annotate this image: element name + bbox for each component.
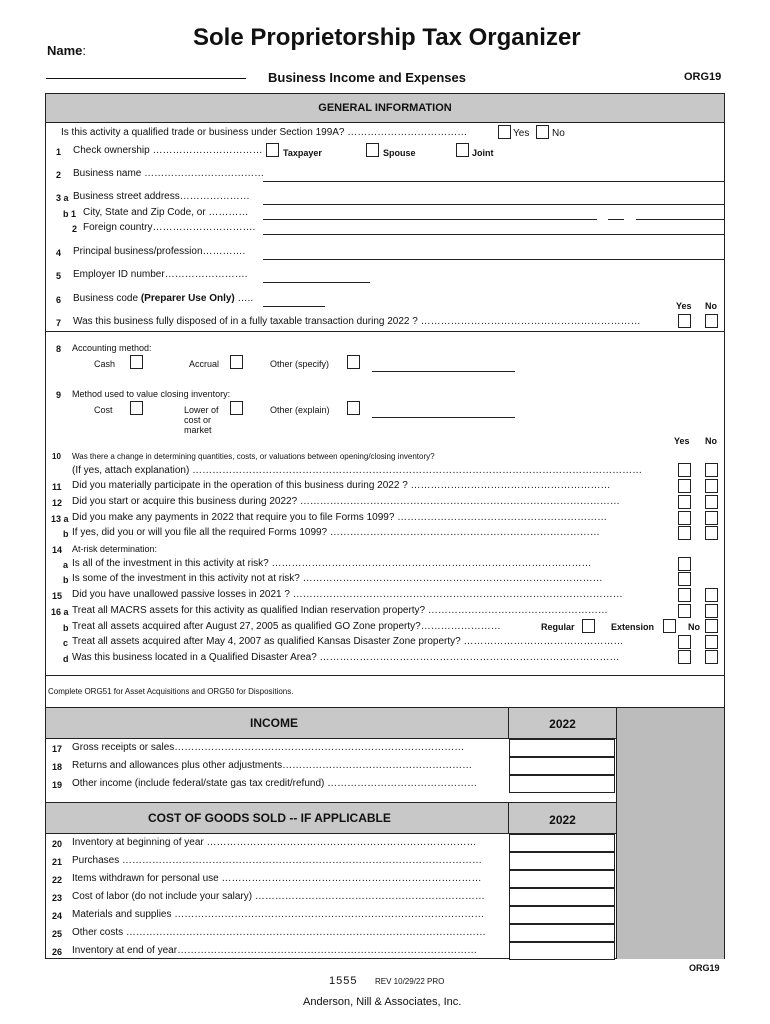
line-7-yes-checkbox[interactable] — [678, 314, 691, 328]
q13b-text: If yes, did you or will you file all the required Forms 1099? ……………………………………………………………………… — [72, 527, 600, 538]
line-6-label — [73, 293, 253, 305]
line-3b-label: City, State and Zip Code, or ………… — [83, 207, 249, 218]
q16a-num: 16 a — [51, 607, 69, 617]
line-8-label: Accounting method: — [72, 343, 152, 353]
zip-field[interactable] — [636, 219, 724, 220]
income-year: 2022 — [549, 717, 576, 731]
go-zone-extension-label: Extension — [611, 622, 655, 632]
asset-note: Complete ORG51 for Asset Acquisitions and ORG50 for Dispositions. — [48, 687, 294, 696]
q14a-yes-checkbox[interactable] — [678, 557, 691, 571]
q16d-yes-checkbox[interactable] — [678, 650, 691, 664]
line-23-amount[interactable] — [509, 888, 615, 906]
name-label-text: Name — [47, 43, 83, 58]
line-19-num: 19 — [52, 780, 63, 790]
street-address-field[interactable] — [263, 204, 724, 205]
line-26-amount[interactable] — [509, 942, 615, 960]
line-4-label: Principal business/profession…………. — [73, 246, 246, 257]
line-7-label: Was this business fully disposed of in a fully taxable transaction during 2022 ? ………………………………………………………… — [73, 316, 641, 327]
line-3a-label: Business street address………………… — [73, 191, 250, 202]
q16d-no-checkbox[interactable] — [705, 650, 718, 664]
other-specify-field[interactable] — [372, 371, 515, 372]
line-3c-label: Foreign country…………………………. — [83, 222, 256, 233]
other-explain-field[interactable] — [372, 417, 515, 418]
line-24-text: Materials and supplies ………………………………………………………………………………… — [72, 909, 485, 920]
employer-id-field[interactable] — [263, 282, 370, 283]
q11-num: 11 — [52, 482, 62, 492]
q13b-no-checkbox[interactable] — [705, 526, 718, 540]
line-5-label: Employer ID number……………………. — [73, 269, 248, 280]
q199a-no-label: No — [552, 128, 565, 139]
line-18-amount[interactable] — [509, 757, 615, 775]
line-3a-number: 3 a — [56, 193, 69, 203]
q12-text: Did you start or acquire this business during 2022? …………………………………………………………………………………… — [72, 496, 620, 507]
line-25-amount[interactable] — [509, 924, 615, 942]
q10-yes-checkbox[interactable] — [678, 463, 691, 477]
q199a-yes-checkbox[interactable] — [498, 125, 511, 139]
market-label: market — [184, 425, 212, 435]
q15-no-checkbox[interactable] — [705, 588, 718, 602]
go-zone-regular-label: Regular — [541, 622, 575, 632]
other-explain-checkbox[interactable] — [347, 401, 360, 415]
no-header-1: No — [705, 301, 717, 311]
q16d-text: Was this business located in a Qualified Disaster Area? ……………………………………………………………………………… — [72, 652, 620, 663]
line-25-num: 25 — [52, 929, 63, 939]
divider — [46, 675, 724, 676]
joint-checkbox[interactable] — [456, 143, 469, 157]
line-7-number: 7 — [56, 318, 62, 328]
footer-form-number: ORG19 — [689, 963, 720, 973]
principal-business-field[interactable] — [263, 259, 724, 260]
q16c-num: c — [63, 638, 69, 648]
line-22-amount[interactable] — [509, 870, 615, 888]
q16a-text: Treat all MACRS assets for this activity as qualified Indian reservation property? ……………………………………………… — [72, 605, 608, 616]
form-subtitle: Business Income and Expenses — [268, 70, 466, 85]
line-21-num: 21 — [52, 857, 63, 867]
q14b-num: b — [63, 575, 69, 585]
line-20-amount[interactable] — [509, 834, 615, 852]
other-explain-label: Other (explain) — [270, 405, 330, 415]
q10-text: Was there a change in determining quantities, costs, or valuations between opening/closing inventory? — [72, 452, 435, 461]
name-field[interactable] — [46, 78, 246, 79]
q11-no-checkbox[interactable] — [705, 479, 718, 493]
line-22-num: 22 — [52, 875, 63, 885]
joint-label: Joint — [472, 148, 494, 158]
q14-text: At-risk determination: — [72, 544, 158, 554]
spouse-label: Spouse — [383, 148, 416, 158]
line-8-number: 8 — [56, 344, 62, 354]
q16b-num: b — [63, 623, 69, 633]
line-6-text: Business code — [73, 293, 139, 304]
line-26-num: 26 — [52, 947, 63, 957]
q16a-yes-checkbox[interactable] — [678, 604, 691, 618]
q14b-yes-checkbox[interactable] — [678, 572, 691, 586]
line-18-text: Returns and allowances plus other adjustments………………………………………………… — [72, 760, 473, 771]
line-20-text: Inventory at beginning of year ……………………………………………………………………… — [72, 837, 477, 848]
other-specify-label: Other (specify) — [270, 359, 330, 369]
go-zone-no-label: No — [688, 622, 700, 632]
line-24-num: 24 — [52, 911, 63, 921]
line-2-number: 2 — [56, 170, 62, 180]
cash-checkbox[interactable] — [130, 355, 143, 369]
footer-company: Anderson, Nill & Associates, Inc. — [303, 996, 462, 1008]
line-19-text: Other income (include federal/state gas tax credit/refund) ……………………………………… — [72, 778, 478, 789]
line-21-text: Purchases ……………………………………………………………………………………………… — [72, 855, 483, 866]
q12-no-checkbox[interactable] — [705, 495, 718, 509]
q13b-num: b — [63, 529, 69, 539]
accrual-checkbox[interactable] — [230, 355, 243, 369]
business-code-field[interactable] — [263, 306, 325, 307]
q13a-text: Did you make any payments in 2022 that require you to file Forms 1099? ……………………………………………………… — [72, 512, 608, 523]
foreign-country-field[interactable] — [263, 234, 724, 235]
other-specify-checkbox[interactable] — [347, 355, 360, 369]
spouse-checkbox[interactable] — [366, 143, 379, 157]
line-24-amount[interactable] — [509, 906, 615, 924]
no-header-2: No — [705, 436, 717, 446]
taxpayer-label: Taxpayer — [283, 148, 322, 158]
yes-header-2: Yes — [674, 436, 690, 446]
page-title: Sole Proprietorship Tax Organizer — [193, 24, 581, 51]
q199a-no-checkbox[interactable] — [536, 125, 549, 139]
line-6-dots: ….. — [237, 293, 254, 304]
cost-or-label: cost or — [184, 415, 212, 425]
line-23-num: 23 — [52, 893, 63, 903]
q16a-no-checkbox[interactable] — [705, 604, 718, 618]
q15-text: Did you have unallowed passive losses in 2021 ? ……………………………………………………………………………………… — [72, 589, 623, 600]
name-label — [47, 43, 86, 58]
line-3b-number: b 1 — [63, 209, 77, 219]
line-1-number: 1 — [56, 147, 62, 157]
taxpayer-checkbox[interactable] — [266, 143, 279, 157]
footer-revision: REV 10/29/22 PRO — [375, 977, 445, 986]
q16c-yes-checkbox[interactable] — [678, 635, 691, 649]
lower-of-checkbox[interactable] — [230, 401, 243, 415]
shaded-area — [616, 708, 724, 959]
line-25-text: Other costs ……………………………………………………………………………………………… — [72, 927, 486, 938]
q12-yes-checkbox[interactable] — [678, 495, 691, 509]
go-zone-regular-checkbox[interactable] — [582, 619, 595, 633]
q10-no-checkbox[interactable] — [705, 463, 718, 477]
line-6-bold: (Preparer Use Only) — [140, 293, 235, 304]
general-info-header: GENERAL INFORMATION — [46, 94, 724, 123]
yes-header-1: Yes — [676, 301, 692, 311]
q14a-text: Is all of the investment in this activity at risk? …………………………………………………………………………………… — [72, 558, 592, 569]
line-17-text: Gross receipts or sales…………………………………………………………………………… — [72, 742, 465, 753]
divider — [46, 331, 724, 332]
q14-num: 14 — [52, 545, 63, 555]
line-5-number: 5 — [56, 271, 62, 281]
q16c-text: Treat all assets acquired after May 4, 2007 as qualified Kansas Disaster Zone property? ………………………………………… — [72, 636, 624, 647]
line-3c-number: 2 — [72, 224, 78, 234]
cogs-year: 2022 — [549, 813, 576, 827]
q16c-no-checkbox[interactable] — [705, 635, 718, 649]
accrual-label: Accrual — [189, 359, 220, 369]
business-name-field[interactable] — [263, 181, 724, 182]
form-number: ORG19 — [684, 71, 722, 83]
line-21-amount[interactable] — [509, 852, 615, 870]
cost-checkbox[interactable] — [130, 401, 143, 415]
q10-num: 10 — [52, 452, 61, 461]
line-18-num: 18 — [52, 762, 63, 772]
line-9-number: 9 — [56, 390, 62, 400]
q12-num: 12 — [52, 498, 63, 508]
cost-label: Cost — [94, 405, 113, 415]
line-1-label: Check ownership …………………………… — [73, 145, 263, 156]
q199a-yes-label: Yes — [513, 128, 530, 139]
q16d-num: d — [63, 654, 69, 664]
state-field[interactable] — [608, 219, 624, 220]
cogs-title: COST OF GOODS SOLD -- IF APPLICABLE — [148, 811, 391, 825]
q14b-text: Is some of the investment in this activity not at risk? ……………………………………………………………………………… — [72, 573, 603, 584]
city-field[interactable] — [263, 219, 597, 220]
line-6-number: 6 — [56, 295, 62, 305]
go-zone-extension-checkbox[interactable] — [663, 619, 676, 633]
q13a-num: 13 a — [51, 514, 69, 524]
income-title: INCOME — [250, 716, 298, 730]
line-17-num: 17 — [52, 744, 63, 754]
q199a-label: Is this activity a qualified trade or business under Section 199A? ……………………………… — [61, 127, 468, 138]
q11-text: Did you materially participate in the operation of this business during 2022 ? …………………………………………………… — [72, 480, 611, 491]
line-7-no-checkbox[interactable] — [705, 314, 718, 328]
q13b-yes-checkbox[interactable] — [678, 526, 691, 540]
line-23-text: Cost of labor (do not include your salary) …………………………………………………………… — [72, 891, 485, 902]
go-zone-no-checkbox[interactable] — [705, 619, 718, 633]
q16b-text: Treat all assets acquired after August 27, 2005 as qualified GO Zone property?…………………… — [72, 621, 501, 632]
line-4-number: 4 — [56, 248, 62, 258]
line-22-text: Items withdrawn for personal use …………………………………………………………………… — [72, 873, 482, 884]
line-26-text: Inventory at end of year……………………………………………………………………………… — [72, 945, 478, 956]
q10b-text: (If yes, attach explanation) ……………………………………………………………………………………………………………………… — [72, 465, 643, 476]
q14a-num: a — [63, 560, 69, 570]
footer-page-number: 1555 — [329, 975, 358, 987]
q13a-yes-checkbox[interactable] — [678, 511, 691, 525]
line-19-amount[interactable] — [509, 775, 615, 793]
lower-of-label: Lower of — [184, 405, 219, 415]
line-2-label: Business name ……………………………… — [73, 168, 265, 179]
cash-label: Cash — [94, 359, 116, 369]
line-20-num: 20 — [52, 839, 63, 849]
q11-yes-checkbox[interactable] — [678, 479, 691, 493]
q13a-no-checkbox[interactable] — [705, 511, 718, 525]
line-17-amount[interactable] — [509, 739, 615, 757]
q15-num: 15 — [52, 591, 63, 601]
name-colon: : — [82, 43, 87, 58]
q15-yes-checkbox[interactable] — [678, 588, 691, 602]
line-9-label: Method used to value closing inventory: — [72, 389, 231, 399]
